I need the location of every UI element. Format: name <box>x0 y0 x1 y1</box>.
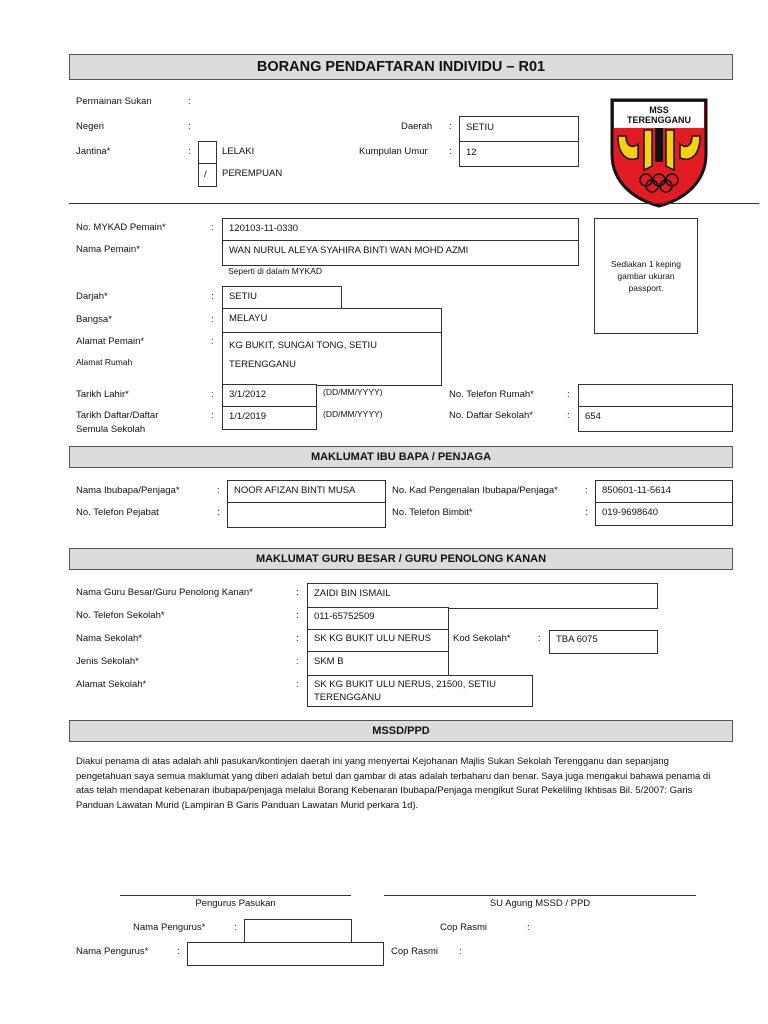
nama-pengurus-label-2: Nama Pengurus* <box>76 946 149 957</box>
nama-guru-field[interactable]: ZAIDI BIN ISMAIL <box>307 583 658 609</box>
colon: : <box>296 610 299 621</box>
bangsa-label: Bangsa* <box>76 314 112 325</box>
colon: : <box>449 121 452 132</box>
photo-text-1: Sediakan 1 keping <box>611 259 681 269</box>
tarikh-lahir-label: Tarikh Lahir* <box>76 389 129 400</box>
alamat-sekolah-label: Alamat Sekolah* <box>76 679 147 690</box>
daerah-field[interactable]: SETIU <box>459 116 579 142</box>
svg-text:TERENGGANU: TERENGGANU <box>626 115 692 125</box>
colon: : <box>527 922 530 933</box>
tarikh-lahir-field[interactable]: 3/1/2012 <box>222 384 317 408</box>
nama-sekolah-label: Nama Sekolah* <box>76 633 143 644</box>
tel-sekolah-field[interactable]: 011-65752509 <box>307 607 449 631</box>
colon: : <box>567 410 570 421</box>
tarikh-daftar-label: Tarikh Daftar/Daftar <box>76 410 159 421</box>
signature-line-pengurus <box>120 895 351 896</box>
nama-ibubapa-label: Nama Ibubapa/Penjaga* <box>76 485 180 496</box>
colon: : <box>459 946 462 957</box>
date-format-hint: (DD/MM/YYYY) <box>323 387 383 397</box>
colon: : <box>177 946 180 957</box>
colon: : <box>296 679 299 690</box>
cop-rasmi-label-2: Cop Rasmi <box>391 946 438 957</box>
negeri-label: Negeri <box>76 121 104 132</box>
svg-text:MSS: MSS <box>649 105 669 115</box>
kod-sekolah-field[interactable]: TBA 6075 <box>549 630 658 654</box>
daerah-label: Daerah <box>401 121 433 132</box>
nama-pengurus-field[interactable] <box>244 919 352 943</box>
colon: : <box>567 389 570 400</box>
photo-text-2: gambar ukuran <box>617 271 675 281</box>
form-title: BORANG PENDAFTARAN INDIVIDU – R01 <box>69 54 733 80</box>
photo-box[interactable] <box>594 218 698 334</box>
kp-ibubapa-label: No. Kad Pengenalan Ibubapa/Penjaga* <box>392 485 558 496</box>
cop-rasmi-label: Cop Rasmi <box>440 922 487 933</box>
bangsa-field[interactable]: MELAYU <box>222 308 442 334</box>
mykad-field[interactable]: 120103-11-0330 <box>222 218 579 242</box>
permainan-label: Permainan Sukan <box>76 96 152 107</box>
alamat-pemain-field[interactable]: KG BUKIT, SUNGAI TONG, SETIU TERENGGANU <box>222 332 442 386</box>
mykad-label: No. MYKAD Pemain* <box>76 222 166 233</box>
colon: : <box>585 507 588 518</box>
mssd-header: MSSD/PPD <box>69 720 733 742</box>
colon: : <box>217 485 220 496</box>
jantina-label: Jantina* <box>76 146 111 157</box>
alamat-rumah-label: Alamat Rumah <box>76 357 133 367</box>
darjah-label: Darjah* <box>76 291 108 302</box>
colon: : <box>296 656 299 667</box>
colon: : <box>188 96 191 107</box>
signature-line-su-agung <box>384 895 696 896</box>
nama-pemain-label: Nama Pemain* <box>76 244 140 255</box>
kumpulan-umur-field[interactable]: 12 <box>459 141 579 167</box>
alamat-sekolah-field[interactable]: SK KG BUKIT ULU NERUS, 21500, SETIU TERENGGANU <box>307 675 533 707</box>
tel-rumah-label: No. Telefon Rumah* <box>449 389 534 400</box>
tarikh-daftar-label-2: Semula Sekolah <box>76 424 146 435</box>
perempuan-label: PEREMPUAN <box>222 168 283 179</box>
jenis-sekolah-field[interactable]: SKM B <box>307 651 449 677</box>
ibubapa-header: MAKLUMAT IBU BAPA / PENJAGA <box>69 446 733 468</box>
colon: : <box>538 633 541 644</box>
nama-note: Seperti di dalam MYKAD <box>228 266 323 276</box>
nama-guru-label: Nama Guru Besar/Guru Penolong Kanan* <box>76 587 253 598</box>
tel-pejabat-field[interactable] <box>227 502 386 528</box>
daftar-sekolah-label: No. Daftar Sekolah* <box>449 410 533 421</box>
lelaki-checkbox[interactable] <box>198 141 217 165</box>
kod-sekolah-label: Kod Sekolah* <box>453 633 511 644</box>
lelaki-label: LELAKI <box>222 146 255 157</box>
colon: : <box>585 485 588 496</box>
colon: : <box>211 389 214 400</box>
colon: : <box>449 146 452 157</box>
nama-ibubapa-field[interactable]: NOOR AFIZAN BINTI MUSA <box>227 480 386 504</box>
nama-pemain-field[interactable]: WAN NURUL ALEYA SYAHIRA BINTI WAN MOHD AZMI <box>222 240 579 266</box>
colon: : <box>234 922 237 933</box>
colon: : <box>188 121 191 132</box>
nama-sekolah-field[interactable]: SK KG BUKIT ULU NERUS <box>307 629 449 653</box>
tel-pejabat-label: No. Telefon Pejabat <box>76 507 159 518</box>
colon: : <box>211 336 214 347</box>
tarikh-daftar-field[interactable]: 1/1/2019 <box>222 406 317 430</box>
colon: : <box>188 146 191 157</box>
colon: : <box>296 587 299 598</box>
declaration-text: Diakui penama di atas adalah ahli pasukan/kontinjen daerah ini yang menyertai Kejohanan Majlis Sukan Sekolah Terengganu dan sepanjang pengetahuan saya semua maklumat yang diberi adalah betul dan gambar di atas adalah terbaharu dan benar. Saya juga mengakui bahawa penama di atas telah mendapat kebenaran ibubapa/penjaga melalui Borang Kebenaran Ibubapa/Penjaga mengikut Surat Pekeliling Ikhtisas Bil. 5/2007: Garis Panduan Lawatan Murid (Lampiran B Garis Panduan Lawatan Murid perkara 1d). <box>76 756 711 811</box>
colon: : <box>296 633 299 644</box>
tel-sekolah-label: No. Telefon Sekolah* <box>76 610 165 621</box>
tel-rumah-field[interactable] <box>578 384 733 408</box>
su-agung-label: SU Agung MSSD / PPD <box>489 898 591 909</box>
perempuan-checkbox[interactable]: / <box>198 163 217 187</box>
guru-header: MAKLUMAT GURU BESAR / GURU PENOLONG KANAN <box>69 548 733 570</box>
colon: : <box>211 222 214 233</box>
photo-text-3: passport. <box>628 283 664 293</box>
tel-bimbit-field[interactable]: 019-9698640 <box>595 502 733 526</box>
date-format-hint: (DD/MM/YYYY) <box>323 409 383 419</box>
daftar-sekolah-field[interactable]: 654 <box>578 406 733 432</box>
colon: : <box>217 507 220 518</box>
kp-ibubapa-field[interactable]: 850601-11-5614 <box>595 480 733 504</box>
pengurus-pasukan-label: Pengurus Pasukan <box>195 898 276 909</box>
mss-terengganu-logo <box>608 96 710 208</box>
darjah-field[interactable]: SETIU <box>222 286 342 310</box>
colon: : <box>211 291 214 302</box>
nama-pengurus-label: Nama Pengurus* <box>133 922 206 933</box>
alamat-pemain-label: Alamat Pemain* <box>76 336 145 347</box>
nama-pengurus-field-2[interactable] <box>187 942 384 966</box>
colon: : <box>211 410 214 421</box>
tel-bimbit-label: No. Telefon Bimbit* <box>392 507 473 518</box>
kumpulan-umur-label: Kumpulan Umur <box>359 146 428 157</box>
jenis-sekolah-label: Jenis Sekolah* <box>76 656 139 667</box>
divider <box>69 203 759 204</box>
colon: : <box>211 314 214 325</box>
